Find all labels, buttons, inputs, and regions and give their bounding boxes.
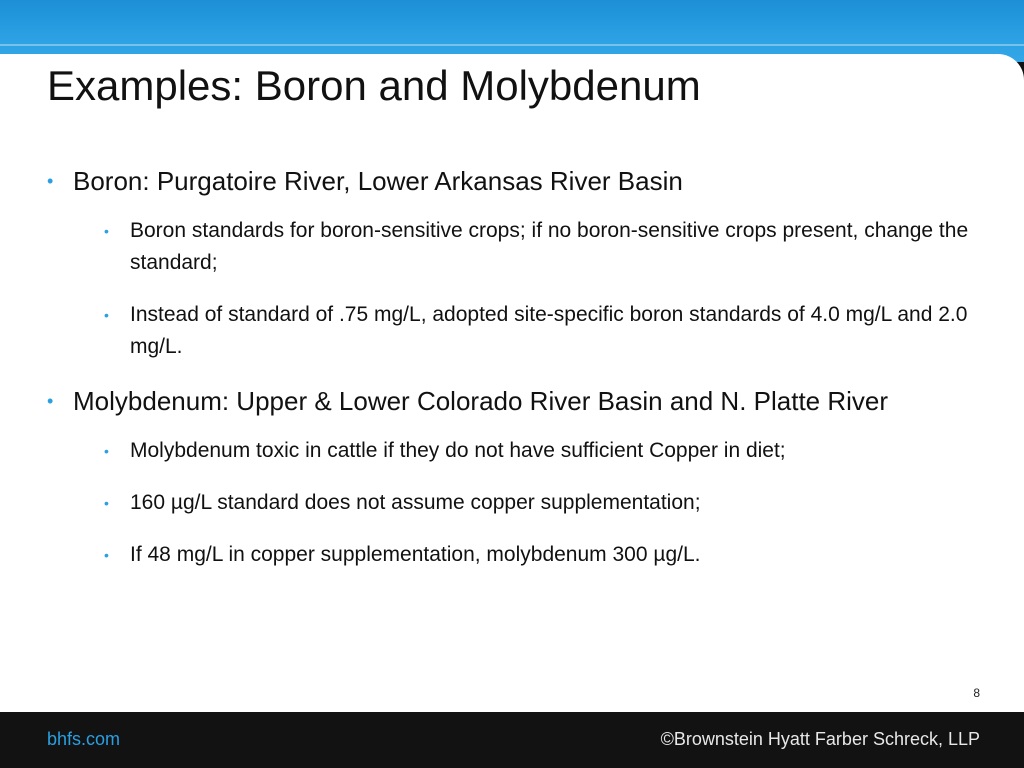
footer-website-link[interactable]: bhfs.com	[47, 729, 121, 749]
bullet-dot-icon: •	[104, 223, 109, 239]
bullet-boron	[47, 163, 977, 199]
bullet-dot-icon: •	[104, 307, 109, 323]
footer-copyright: ©Brownstein Hyatt Farber Schreck, LLP	[660, 729, 980, 749]
bullet-molybdenum	[47, 383, 977, 419]
top-blue-band	[0, 0, 1024, 62]
sub-bullet-boron-1	[47, 215, 977, 279]
sub-bullet-boron-2	[47, 299, 977, 363]
bullet-text: Molybdenum: Upper & Lower Colorado River Basin and N. Platte River	[73, 386, 889, 416]
sub-bullet-text: 160 µg/L standard does not assume copper supplementation;	[130, 491, 701, 514]
bullet-dot-icon: •	[104, 495, 109, 511]
bullet-dot-icon: •	[104, 443, 109, 459]
bullet-dot-icon: •	[47, 171, 54, 191]
bullet-list	[47, 163, 977, 591]
footer-bar	[0, 712, 1024, 768]
sub-bullet-molybdenum-2	[47, 487, 977, 519]
sub-bullet-text: Molybdenum toxic in cattle if they do not have sufficient Copper in diet;	[130, 439, 786, 462]
bullet-text: Boron: Purgatoire River, Lower Arkansas River Basin	[73, 166, 683, 196]
sub-bullet-text: Instead of standard of .75 mg/L, adopted site-specific boron standards of 4.0 mg/L and 2.0 mg/L.	[130, 303, 968, 358]
sub-bullet-molybdenum-1	[47, 435, 977, 467]
slide-title: Examples: Boron and Molybdenum	[47, 62, 701, 109]
band-highlight-line	[0, 44, 1024, 46]
page-number: 8	[973, 686, 980, 700]
sub-bullet-text: If 48 mg/L in copper supplementation, molybdenum 300 µg/L.	[130, 543, 701, 566]
sub-bullet-text: Boron standards for boron-sensitive crops; if no boron-sensitive crops present, change the standard;	[130, 219, 969, 274]
bullet-dot-icon: •	[104, 547, 109, 563]
sub-bullet-molybdenum-3	[47, 539, 977, 571]
bullet-dot-icon: •	[47, 391, 54, 411]
